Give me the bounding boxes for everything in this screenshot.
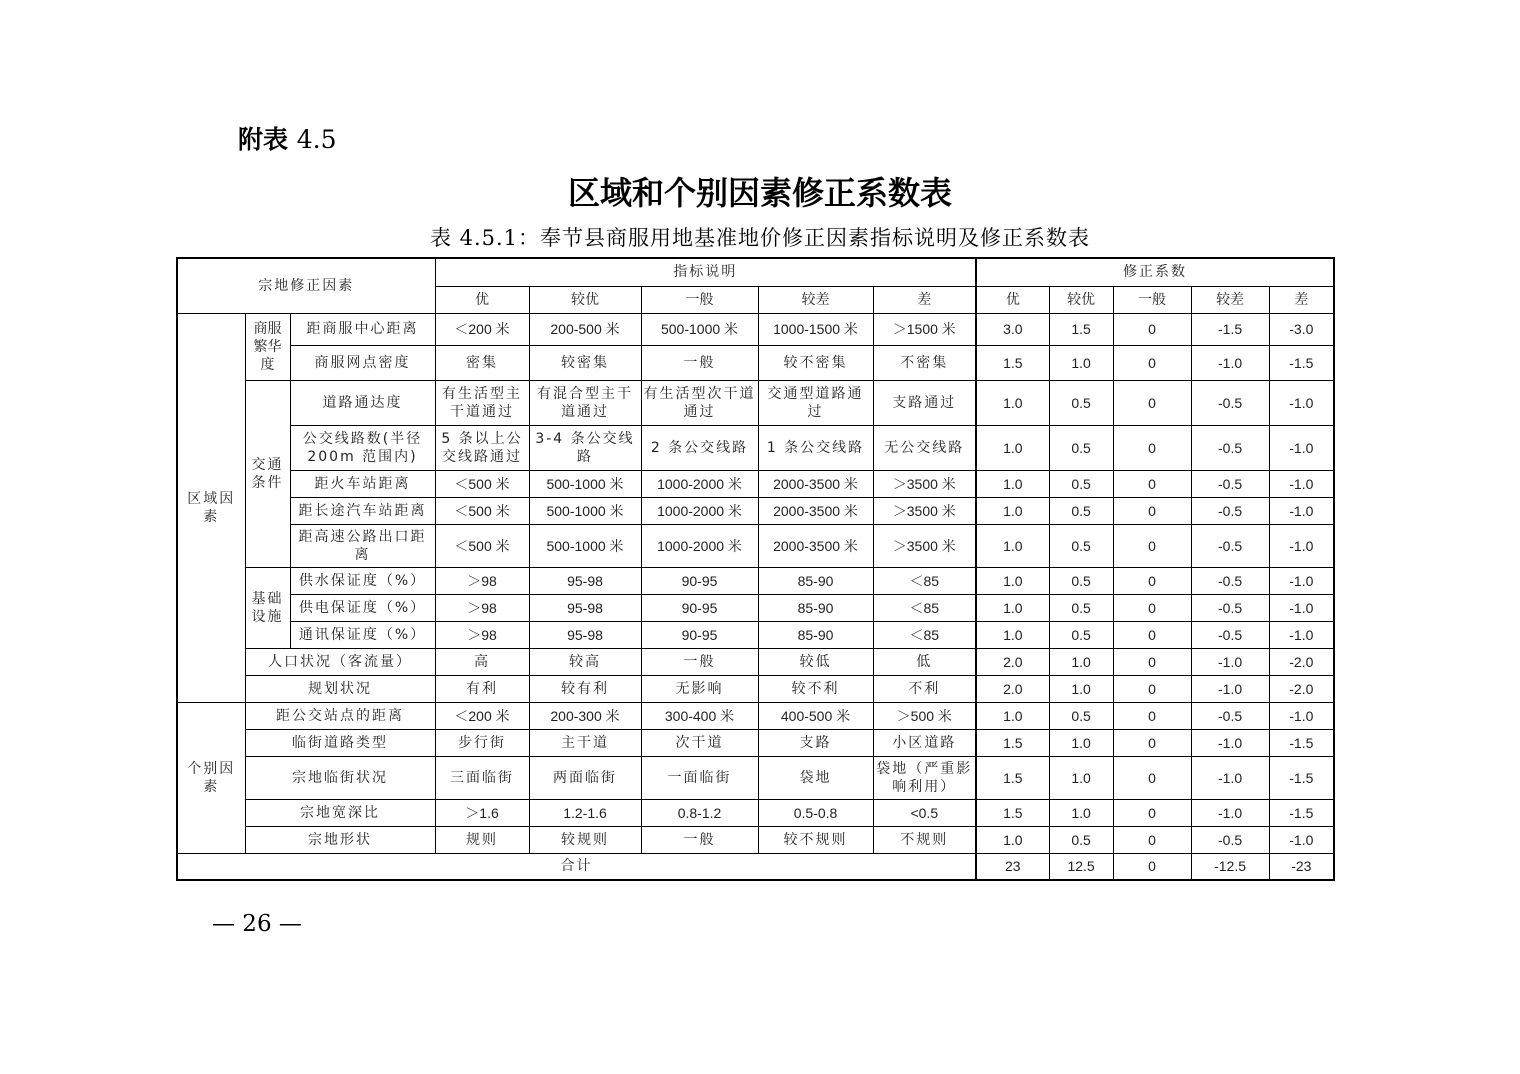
indicator-cell: 三面临街	[435, 756, 529, 799]
coefficient-cell: 1.0	[1049, 756, 1113, 799]
indicator-cell: 袋地	[758, 756, 873, 799]
indicator-cell: 2000-3500 米	[758, 470, 873, 497]
indicator-cell: ＜500 米	[435, 524, 529, 567]
appendix-number: 4.5	[296, 125, 337, 154]
indicator-cell: 不利	[873, 675, 976, 702]
coefficient-cell: 0	[1113, 524, 1191, 567]
coefficient-cell: 0	[1113, 380, 1191, 425]
coefficient-cell: -1.0	[1191, 729, 1269, 756]
indicator-cell: 步行街	[435, 729, 529, 756]
indicator-cell: 较有利	[529, 675, 641, 702]
factor-name: 距火车站距离	[290, 470, 435, 497]
indicator-cell: 2 条公交线路	[641, 425, 758, 470]
table-row	[177, 470, 1334, 497]
total-coefficient: -12.5	[1191, 853, 1269, 880]
coefficient-cell: -0.5	[1191, 567, 1269, 594]
header-grade-indicator: 优	[435, 286, 529, 313]
indicator-cell: 两面临街	[529, 756, 641, 799]
table-row	[177, 380, 1334, 425]
indicator-cell: 0.5-0.8	[758, 799, 873, 826]
coefficient-cell: 2.0	[976, 648, 1049, 675]
coefficient-cell: 0	[1113, 345, 1191, 380]
indicator-cell: 主干道	[529, 729, 641, 756]
indicator-cell: 小区道路	[873, 729, 976, 756]
coefficient-cell: 1.0	[976, 425, 1049, 470]
indicator-cell: 500-1000 米	[529, 524, 641, 567]
coefficient-cell: 0	[1113, 675, 1191, 702]
header-grade-coefficient: 一般	[1113, 286, 1191, 313]
header-grade-indicator: 较优	[529, 286, 641, 313]
indicator-cell: 1 条公交线路	[758, 425, 873, 470]
indicator-cell: 5 条以上公交线路通过	[435, 425, 529, 470]
table-row	[177, 345, 1334, 380]
coefficient-cell: 3.0	[976, 313, 1049, 345]
coefficient-cell: -1.0	[1191, 648, 1269, 675]
coefficient-cell: 0	[1113, 425, 1191, 470]
indicator-cell: 85-90	[758, 594, 873, 621]
total-label: 合计	[177, 853, 976, 880]
indicator-cell: 不密集	[873, 345, 976, 380]
indicator-cell: ＜500 米	[435, 470, 529, 497]
indicator-cell: 较低	[758, 648, 873, 675]
coefficient-cell: -1.0	[1269, 826, 1334, 853]
coefficient-cell: 1.5	[1049, 313, 1113, 345]
coefficient-cell: 1.0	[1049, 799, 1113, 826]
indicator-cell: 支路通过	[873, 380, 976, 425]
indicator-cell: ＞98	[435, 567, 529, 594]
coefficient-cell: -1.5	[1191, 313, 1269, 345]
coefficient-cell: -1.0	[1191, 675, 1269, 702]
indicator-cell: 500-1000 米	[529, 470, 641, 497]
indicator-cell: ＜200 米	[435, 702, 529, 729]
table-row	[177, 313, 1334, 345]
coefficient-cell: 1.0	[1049, 729, 1113, 756]
page-title: 区域和个别因素修正系数表	[567, 174, 952, 212]
coefficient-cell: 0.5	[1049, 425, 1113, 470]
coefficient-cell: 0.5	[1049, 826, 1113, 853]
indicator-cell: ＞98	[435, 594, 529, 621]
table-row	[177, 594, 1334, 621]
coefficient-cell: 1.0	[976, 594, 1049, 621]
coefficient-cell: -0.5	[1191, 621, 1269, 648]
indicator-cell: 一般	[641, 648, 758, 675]
indicator-cell: 较密集	[529, 345, 641, 380]
indicator-cell: ＜200 米	[435, 313, 529, 345]
header-grade-coefficient: 较差	[1191, 286, 1269, 313]
factor-name: 人口状况（客流量）	[245, 648, 435, 675]
coefficient-cell: 1.5	[976, 799, 1049, 826]
indicator-cell: 2000-3500 米	[758, 497, 873, 524]
factor-name: 临街道路类型	[245, 729, 435, 756]
indicator-cell: ＜500 米	[435, 497, 529, 524]
coefficient-cell: -1.0	[1269, 470, 1334, 497]
total-row	[177, 853, 1334, 880]
coefficient-cell: -3.0	[1269, 313, 1334, 345]
factor-name: 距高速公路出口距离	[290, 524, 435, 567]
coefficient-cell: 0.5	[1049, 380, 1113, 425]
coefficient-cell: -1.5	[1269, 345, 1334, 380]
indicator-cell: 85-90	[758, 567, 873, 594]
table-row	[177, 497, 1334, 524]
indicator-cell: ＞3500 米	[873, 524, 976, 567]
coefficient-cell: 0.5	[1049, 567, 1113, 594]
indicator-cell: 1.2-1.6	[529, 799, 641, 826]
table-row	[177, 425, 1334, 470]
table-row	[177, 702, 1334, 729]
indicator-cell: 较规则	[529, 826, 641, 853]
coefficient-cell: -1.0	[1269, 702, 1334, 729]
indicator-cell: ＞1500 米	[873, 313, 976, 345]
coefficient-cell: 1.0	[976, 380, 1049, 425]
indicator-cell: 85-90	[758, 621, 873, 648]
indicator-cell: 交通型道路通过	[758, 380, 873, 425]
indicator-cell: 较不规则	[758, 826, 873, 853]
header-grade-indicator: 一般	[641, 286, 758, 313]
group-regional: 区域因素	[177, 313, 245, 702]
coefficient-cell: 0.5	[1049, 470, 1113, 497]
header-grade-coefficient: 优	[976, 286, 1049, 313]
total-coefficient: -23	[1269, 853, 1334, 880]
appendix-label	[238, 120, 337, 156]
group-individual: 个别因素	[177, 702, 245, 853]
coefficient-cell: -1.0	[1269, 380, 1334, 425]
coefficient-cell: 1.5	[976, 729, 1049, 756]
coefficient-cell: -1.0	[1191, 345, 1269, 380]
factor-name: 供电保证度（%）	[290, 594, 435, 621]
indicator-cell: 较高	[529, 648, 641, 675]
correction-factor-table	[176, 257, 1335, 881]
table-row	[177, 567, 1334, 594]
coefficient-cell: -1.0	[1269, 621, 1334, 648]
coefficient-cell: 1.0	[1049, 345, 1113, 380]
coefficient-cell: -1.0	[1269, 524, 1334, 567]
indicator-cell: 95-98	[529, 594, 641, 621]
coefficient-cell: -0.5	[1191, 702, 1269, 729]
coefficient-cell: 0	[1113, 729, 1191, 756]
indicator-cell: 较不利	[758, 675, 873, 702]
coefficient-cell: 0	[1113, 648, 1191, 675]
indicator-cell: 支路	[758, 729, 873, 756]
indicator-cell: ＞3500 米	[873, 470, 976, 497]
coefficient-cell: -1.0	[1191, 756, 1269, 799]
indicator-cell: 500-1000 米	[641, 313, 758, 345]
indicator-cell: 低	[873, 648, 976, 675]
coefficient-cell: -2.0	[1269, 648, 1334, 675]
coefficient-cell: -0.5	[1191, 425, 1269, 470]
factor-name: 供水保证度（%）	[290, 567, 435, 594]
coefficient-cell: 0.5	[1049, 702, 1113, 729]
header-grade-indicator: 差	[873, 286, 976, 313]
coefficient-cell: 1.0	[976, 702, 1049, 729]
coefficient-cell: -1.0	[1269, 497, 1334, 524]
indicator-cell: 90-95	[641, 567, 758, 594]
table-row	[177, 799, 1334, 826]
coefficient-cell: 1.0	[1049, 648, 1113, 675]
coefficient-cell: 0.5	[1049, 621, 1113, 648]
factor-name: 距商服中心距离	[290, 313, 435, 345]
indicator-cell: 高	[435, 648, 529, 675]
table-row	[177, 729, 1334, 756]
coefficient-cell: 0.5	[1049, 524, 1113, 567]
coefficient-cell: -1.5	[1269, 799, 1334, 826]
factor-name: 公交线路数(半径200m 范围内)	[290, 425, 435, 470]
coefficient-cell: -0.5	[1191, 380, 1269, 425]
indicator-cell: 200-500 米	[529, 313, 641, 345]
coefficient-cell: 1.0	[976, 826, 1049, 853]
coefficient-cell: -1.5	[1269, 756, 1334, 799]
coefficient-cell: 0.5	[1049, 497, 1113, 524]
factor-name: 距长途汽车站距离	[290, 497, 435, 524]
indicator-cell: ＜85	[873, 567, 976, 594]
table-caption: 表 4.5.1：奉节县商服用地基准地价修正因素指标说明及修正系数表	[429, 226, 1091, 250]
indicator-cell: 一般	[641, 826, 758, 853]
coefficient-cell: 0.5	[1049, 594, 1113, 621]
indicator-cell: ＞500 米	[873, 702, 976, 729]
header-indicator: 指标说明	[435, 258, 976, 286]
factor-name: 道路通达度	[290, 380, 435, 425]
indicator-cell: 次干道	[641, 729, 758, 756]
coefficient-cell: 1.0	[976, 621, 1049, 648]
indicator-cell: ＜85	[873, 621, 976, 648]
factor-name: 宗地宽深比	[245, 799, 435, 826]
coefficient-cell: 2.0	[976, 675, 1049, 702]
indicator-cell: 1000-2000 米	[641, 470, 758, 497]
subgroup-commercial: 商服繁华度	[245, 313, 290, 380]
indicator-cell: 较不密集	[758, 345, 873, 380]
coefficient-cell: 0	[1113, 702, 1191, 729]
indicator-cell: 密集	[435, 345, 529, 380]
coefficient-cell: -0.5	[1191, 524, 1269, 567]
header-grade-coefficient: 差	[1269, 286, 1334, 313]
coefficient-cell: 1.5	[976, 756, 1049, 799]
coefficient-cell: 0	[1113, 497, 1191, 524]
indicator-cell: 2000-3500 米	[758, 524, 873, 567]
coefficient-cell: -1.0	[1269, 594, 1334, 621]
indicator-cell: 一般	[641, 345, 758, 380]
coefficient-cell: -1.0	[1191, 799, 1269, 826]
indicator-cell: ＜85	[873, 594, 976, 621]
factor-name: 规划状况	[245, 675, 435, 702]
table-row	[177, 621, 1334, 648]
coefficient-cell: 0	[1113, 567, 1191, 594]
indicator-cell: 1000-2000 米	[641, 524, 758, 567]
subgroup-infrastructure: 基础设施	[245, 567, 290, 648]
coefficient-cell: -1.5	[1269, 729, 1334, 756]
coefficient-cell: 0	[1113, 756, 1191, 799]
indicator-cell: 一面临街	[641, 756, 758, 799]
indicator-cell: 400-500 米	[758, 702, 873, 729]
header-coefficient: 修正系数	[976, 258, 1334, 286]
table-row	[177, 756, 1334, 799]
table-row	[177, 648, 1334, 675]
indicator-cell: 95-98	[529, 567, 641, 594]
indicator-cell: 袋地（严重影响利用）	[873, 756, 976, 799]
coefficient-cell: 1.0	[976, 470, 1049, 497]
indicator-cell: 200-300 米	[529, 702, 641, 729]
coefficient-cell: 0	[1113, 313, 1191, 345]
coefficient-cell: -1.0	[1269, 425, 1334, 470]
indicator-cell: 90-95	[641, 594, 758, 621]
indicator-cell: ＞1.6	[435, 799, 529, 826]
coefficient-cell: 0	[1113, 594, 1191, 621]
table-row	[177, 826, 1334, 853]
indicator-cell: 有混合型主干道通过	[529, 380, 641, 425]
indicator-cell: 1000-1500 米	[758, 313, 873, 345]
header-grade-coefficient: 较优	[1049, 286, 1113, 313]
factor-name: 宗地形状	[245, 826, 435, 853]
coefficient-cell: 1.5	[976, 345, 1049, 380]
header-factor: 宗地修正因素	[177, 258, 435, 313]
coefficient-cell: -2.0	[1269, 675, 1334, 702]
coefficient-cell: 0	[1113, 826, 1191, 853]
indicator-cell: 90-95	[641, 621, 758, 648]
indicator-cell: 500-1000 米	[529, 497, 641, 524]
factor-name: 距公交站点的距离	[245, 702, 435, 729]
indicator-cell: 300-400 米	[641, 702, 758, 729]
total-coefficient: 23	[976, 853, 1049, 880]
indicator-cell: 1000-2000 米	[641, 497, 758, 524]
indicator-cell: 有利	[435, 675, 529, 702]
indicator-cell: 无公交线路	[873, 425, 976, 470]
indicator-cell: ＞98	[435, 621, 529, 648]
coefficient-cell: 1.0	[976, 524, 1049, 567]
table-row	[177, 675, 1334, 702]
coefficient-cell: 1.0	[976, 497, 1049, 524]
coefficient-cell: -0.5	[1191, 497, 1269, 524]
table-row	[177, 524, 1334, 567]
header-grade-indicator: 较差	[758, 286, 873, 313]
coefficient-cell: 0	[1113, 799, 1191, 826]
coefficient-cell: 1.0	[976, 567, 1049, 594]
page-number: — 26 —	[212, 911, 302, 937]
factor-name: 商服网点密度	[290, 345, 435, 380]
indicator-cell: 不规则	[873, 826, 976, 853]
indicator-cell: 有生活型次干道通过	[641, 380, 758, 425]
appendix-prefix: 附表	[238, 125, 289, 154]
coefficient-cell: -0.5	[1191, 470, 1269, 497]
indicator-cell: 3-4 条公交线路	[529, 425, 641, 470]
coefficient-cell: 0	[1113, 470, 1191, 497]
factor-name: 通讯保证度（%）	[290, 621, 435, 648]
coefficient-cell: 0	[1113, 621, 1191, 648]
coefficient-cell: 1.0	[1049, 675, 1113, 702]
total-coefficient: 12.5	[1049, 853, 1113, 880]
indicator-cell: 有生活型主干道通过	[435, 380, 529, 425]
indicator-cell: <0.5	[873, 799, 976, 826]
indicator-cell: 规则	[435, 826, 529, 853]
indicator-cell: ＞3500 米	[873, 497, 976, 524]
indicator-cell: 95-98	[529, 621, 641, 648]
coefficient-cell: -1.0	[1269, 567, 1334, 594]
indicator-cell: 0.8-1.2	[641, 799, 758, 826]
factor-name: 宗地临街状况	[245, 756, 435, 799]
indicator-cell: 无影响	[641, 675, 758, 702]
total-coefficient: 0	[1113, 853, 1191, 880]
coefficient-cell: -0.5	[1191, 594, 1269, 621]
subgroup-traffic: 交通条件	[245, 380, 290, 567]
coefficient-cell: -0.5	[1191, 826, 1269, 853]
